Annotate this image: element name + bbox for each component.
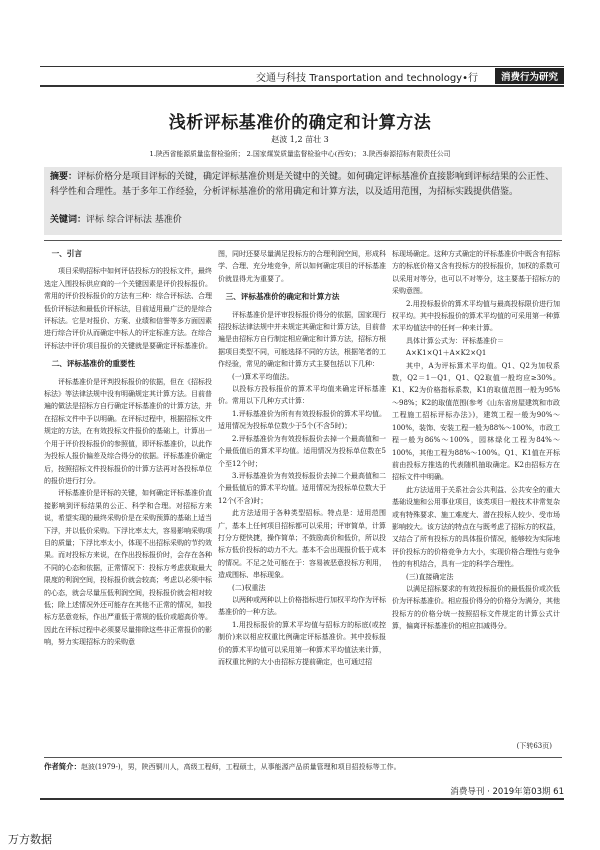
header-rule-bottom xyxy=(40,85,564,87)
keywords-text: 评标 综合评标法 基准价 xyxy=(86,215,182,225)
paragraph: 1.评标基准价为所有有效投标报价的算术平均值。适用情况为投标单位数少于5个(不含5时)； xyxy=(218,409,386,431)
paragraph: 此方法适用于关系社会公共利益、公共安全的重大基础设施和公用事业项目，该类项目一般技术非常复杂或有特殊要求、施工难度大、潜在投标人较少、受市场影响较大。该方法的特点在与既考虑了招标方的权益，又结合了所有投标方的具体报价情况，能够较为实际地评价投标方的价格竞争力大小，实现价格合理性与竞争性的有机结合，具有一定的科学合理性。 xyxy=(392,485,560,569)
article-title: 浅析评标基准价的确定和计算方法 xyxy=(168,113,432,133)
paragraph: 评标基准价是评审投标报价得分的依据，国家现行招投标法律法规中并未规定其确定和计算方法，目前普遍是由招标方自行制定相应确定和计算方法，招标方根据项目类型不同，可能选择不同的方法，根据笔者的工作经验，常见的确定和计算方式主要包括以下几种： xyxy=(218,310,386,369)
paragraph: 2.评标基准价为有效投标报价去掉一个最高值和一个最低值后的算术平均值。适用情况为投标单位数在5个至12个时； xyxy=(218,434,386,468)
section-heading: 二、评标基准价的重要性 xyxy=(51,359,136,369)
abstract-divider xyxy=(44,240,562,241)
paragraph: 以投标方投标报价的算术平均值来确定评标基准价。常用以下几种方式计算： xyxy=(218,385,386,406)
author-bio-text: 赵波(1979-)，男，陕西铜川人，高级工程师，工程硕士，从事能源产品质量管理和项目招投标等工作。 xyxy=(80,763,401,771)
author-bio xyxy=(44,757,562,773)
subsection-heading: (一)算术平均值法。 xyxy=(232,372,294,381)
paragraph: 此方法适用于各种类型招标。特点是：适用范围广，基本上任何项目招标都可以采用；评审简单，计算打分方便快捷，操作简单；不鼓励高价和低价，所以投标方低价投标的动力不大。基本不会出现报价低于成本的情况。不足之处可能在于：容易被恶意投标方利用，造成围标、串标现象。 xyxy=(218,509,386,580)
article-authors: 赵波 1,2 苗壮 3 xyxy=(271,135,329,144)
subsection-heading: (二)权重法 xyxy=(232,583,266,592)
paragraph: 标现场确定。这种方式确定的评标基准价中既含有招标方的标底价格又含有投标方的投标报价，加权的系数可以采用对等分，也可以不对等分，这主要基于招标方的采购意图。 xyxy=(392,250,560,296)
body-column-3 xyxy=(392,248,560,748)
issue-and-page-number: 消费导刊 · 2019年第03期 61 xyxy=(450,787,564,797)
author-bio-label: 作者简介： xyxy=(44,762,81,771)
paragraph: 图，同时还要尽量满足投标方的合理利润空间，形成科学、合理、充分地竞争，所以如何确定项目的评标基准价就显得尤为重要了。 xyxy=(218,250,386,283)
paragraph: 具体计算公式为：评标基准价＝ xyxy=(406,336,504,345)
header-column-tag: 消费行为研究 xyxy=(495,68,564,84)
continued-note: (下转63页) xyxy=(516,742,552,750)
abstract-label: 摘要： xyxy=(50,172,78,182)
keywords-label: 关键词： xyxy=(50,215,87,225)
paragraph: 2.用投标报价的算术平均值与最高投标限价进行加权平均。其中投标报价的算术平均值的可采用第一种算术平均值法中的任何一种来计算。 xyxy=(392,299,560,333)
paragraph: 评标基准价是评判投标报价的依据，但在《招标投标法》等法律法规中没有明确规定其计算方法。目前普遍的做法是招标方自行确定评标基准价的计算方法，并在招标文件中予以明确。在评标过程中，根据招标文件规定的方法，在有效投标文件报价的基础上，计算出一个用于评价投标报价的参照值，即评标基准价，以此作为投标人报价偏差及综合得分的依据。评标基准价确定后，按照招标文件投标报价的计算方法再对各投标单位的报价进行打分。 xyxy=(44,377,212,485)
section-heading: 一、引言 xyxy=(51,249,82,258)
section-heading: 三、评标基准价的确定和计算方法 xyxy=(225,292,340,302)
keywords xyxy=(44,212,562,225)
database-watermark: 万方数据 xyxy=(8,833,52,846)
page-footer xyxy=(40,784,564,800)
header-section-label: 交通与科技 Transportation and technology•行 xyxy=(256,73,478,84)
paragraph: 以满足招标要求的有效投标报价的最低报价或次低价为评标基准价。相应报价得分的价格分为满分，其他投标方的价格分统一按照招标文件规定的计算公式计算，偏离评标基准价的相应扣减得分。 xyxy=(392,584,560,631)
article-affiliations: 1.陕西省能源质量监督检验所； 2.国家煤炭质量监督检验中心(西安)； 3.陕西泰源招标有限责任公司 xyxy=(149,150,451,158)
running-header xyxy=(40,66,564,86)
paragraph: 以两种或两种以上价格指标进行加权平均作为评标基准价的一种方法。 xyxy=(218,595,386,617)
header-rule-top xyxy=(40,66,564,67)
paragraph: 其中，A为评标算术平均值。Q1、Q2为加权系数，Q2＝1－Q1，Q1、Q2取值一般均应≥30%。K1、K2为价格指标系数，K1的取值范围一般为95%～98%；K2的取值范围(参考《山东省房屋建筑和市政工程施工招标评标办法》)，建筑工程一般为90%～100%，装饰、安装工程一般为88%～100%，市政工程一般为86%～100%，园林绿化工程为84%～100%，其他工程为88%～100%。Q1、K1值在开标前由投标方推选的代表随机抽取确定。K2由招标方在招标文件中明确。 xyxy=(392,361,560,482)
body-column-2 xyxy=(218,248,386,756)
formula: A×K1×Q1＋A×K2×Q1 xyxy=(406,349,487,358)
paragraph: 项目采购招标中如何评估投标方的投标文件，最终选定入围投标供应商的一个关键因素是评价投标报价。常用的评价投标报价的方法有三种：综合评标法、合理低价评标法和最低价评标法，目前适用最广泛的是综合评标法。它是对报价、方案、业绩和信誉等多方面因素进行综合评价从而确定中标人的评定标准方法。在综合评标法中评价项目报价的关键就是要确定评标基准价。 xyxy=(44,267,212,350)
paragraph: 评标基准价是评标的关键，如何确定评标基准价直接影响到评标结果的公正、科学和合理。对招标方来说，希望实现的最终采购价是在采购预算的基础上适当下浮，并以低价采购。下浮比率太大，容易影响采购项目的质量；下浮比率太小，体现不出招标采购的节约效果。而对投标方来说，在作出投标报价时，会存在各种不同的心态和依据，正常情况下：投标方考虑获取最大限度的利润空间，投标报价就会较高；考虑以必须中标的心态，就会尽量压低利润空间，投标报价就会相对较低；除上述情况外还可能存在其他不正常的情况，如投标方恶意竞标，作出严重低于常规的低价或超高价等。因此在评标过程中必须要尽量排除这些非正常报价的影响，努力实现招标方的采购意 xyxy=(44,489,212,647)
subsection-heading: (三)直接确定法 xyxy=(406,572,454,581)
body-column-1 xyxy=(44,248,212,756)
abstract-text: 评标价格分是项目评标的关键，确定评标基准价则是关键中的关键。如何确定评标基准价直接影响到评标结果的公正性、科学性和合理性。基于多年工作经验，分析评标基准价的常用确定和计算方法，以及适用范围，为招标实践提供借鉴。 xyxy=(50,172,555,197)
paragraph: 3.评标基准价为有效投标报价去掉二个最高值和二个最低值后的算术平均值。适用情况为投标单位数大于12个(不含)时； xyxy=(218,471,386,505)
paragraph: 1.用投标报价的算术平均值与招标方的标底(或控制价)来以相应权重比例确定评标基准价。其中投标报价的算术平均值可以采用第一种算术平均值法来计算，而权重比例的大小由招标方提前确定，也可通过招 xyxy=(218,620,386,666)
